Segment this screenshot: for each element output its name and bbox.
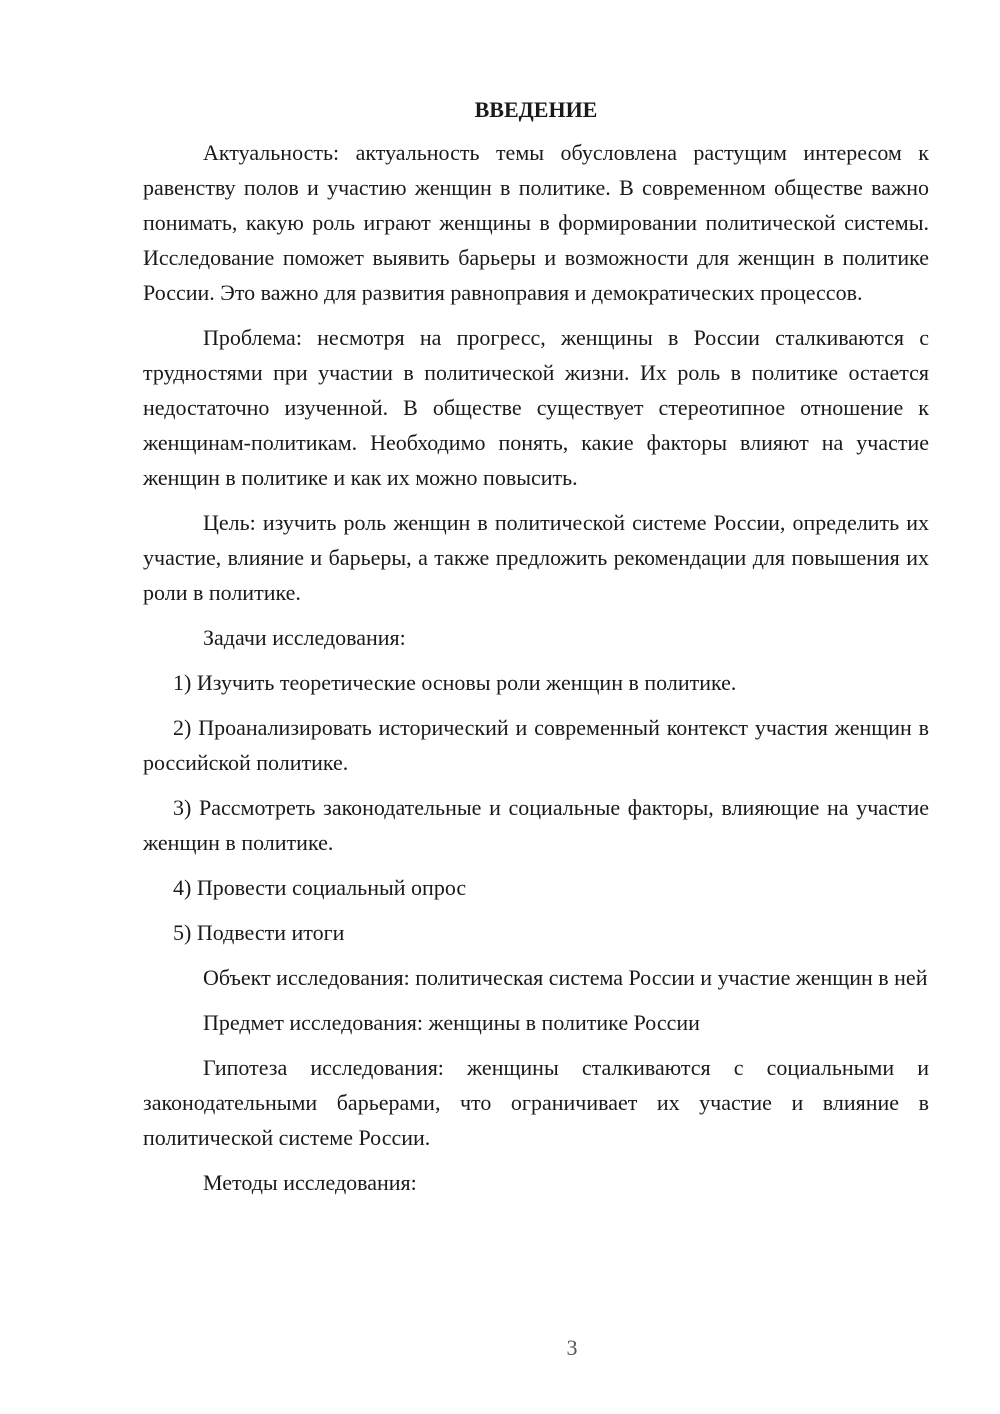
relevance-paragraph: Актуальность: актуальность темы обусловлена растущим интересом к равенству полов и участию женщин в политике. В современном обществе важно понимать, какую роль играют женщины в формировании политической системы. Исследование поможет выявить барьеры и возможности для женщин в политике России. Это важно для развития равноправия и демократических процессов. xyxy=(143,140,929,305)
task-item-3: 3) Рассмотреть законодательные и социальные факторы, влияющие на участие женщин в политике. xyxy=(143,795,929,855)
task-item-2: 2) Проанализировать исторический и современный контекст участия женщин в российской политике. xyxy=(143,715,929,775)
hypothesis-paragraph: Гипотеза исследования: женщины сталкиваются с социальными и законодательными барьерами, что ограничивает их участие и влияние в политической системе России. xyxy=(143,1055,929,1150)
task-item-1: 1) Изучить теоретические основы роли женщин в политике. xyxy=(173,670,737,695)
task-item-5: 5) Подвести итоги xyxy=(173,920,345,945)
subject-paragraph: Предмет исследования: женщины в политике России xyxy=(203,1010,700,1035)
task-item-4: 4) Провести социальный опрос xyxy=(173,875,467,900)
page-content xyxy=(143,92,929,1210)
problem-paragraph: Проблема: несмотря на прогресс, женщины в России сталкиваются с трудностями при участии в политической жизни. Их роль в политике остается недостаточно изученной. В обществе существует стереотипное отношение к женщинам-политикам. Необходимо понять, какие факторы влияют на участие женщин в политике и как их можно повысить. xyxy=(143,325,929,490)
goal-paragraph: Цель: изучить роль женщин в политической системе России, определить их участие, влияние и барьеры, а также предложить рекомендации для повышения их роли в политике. xyxy=(143,510,929,605)
page-number: 3 xyxy=(566,1335,578,1360)
object-paragraph: Объект исследования: политическая система России и участие женщин в ней xyxy=(203,965,928,990)
section-title: ВВЕДЕНИЕ xyxy=(474,97,598,122)
methods-heading: Методы исследования: xyxy=(203,1170,417,1195)
tasks-heading: Задачи исследования: xyxy=(203,625,406,650)
